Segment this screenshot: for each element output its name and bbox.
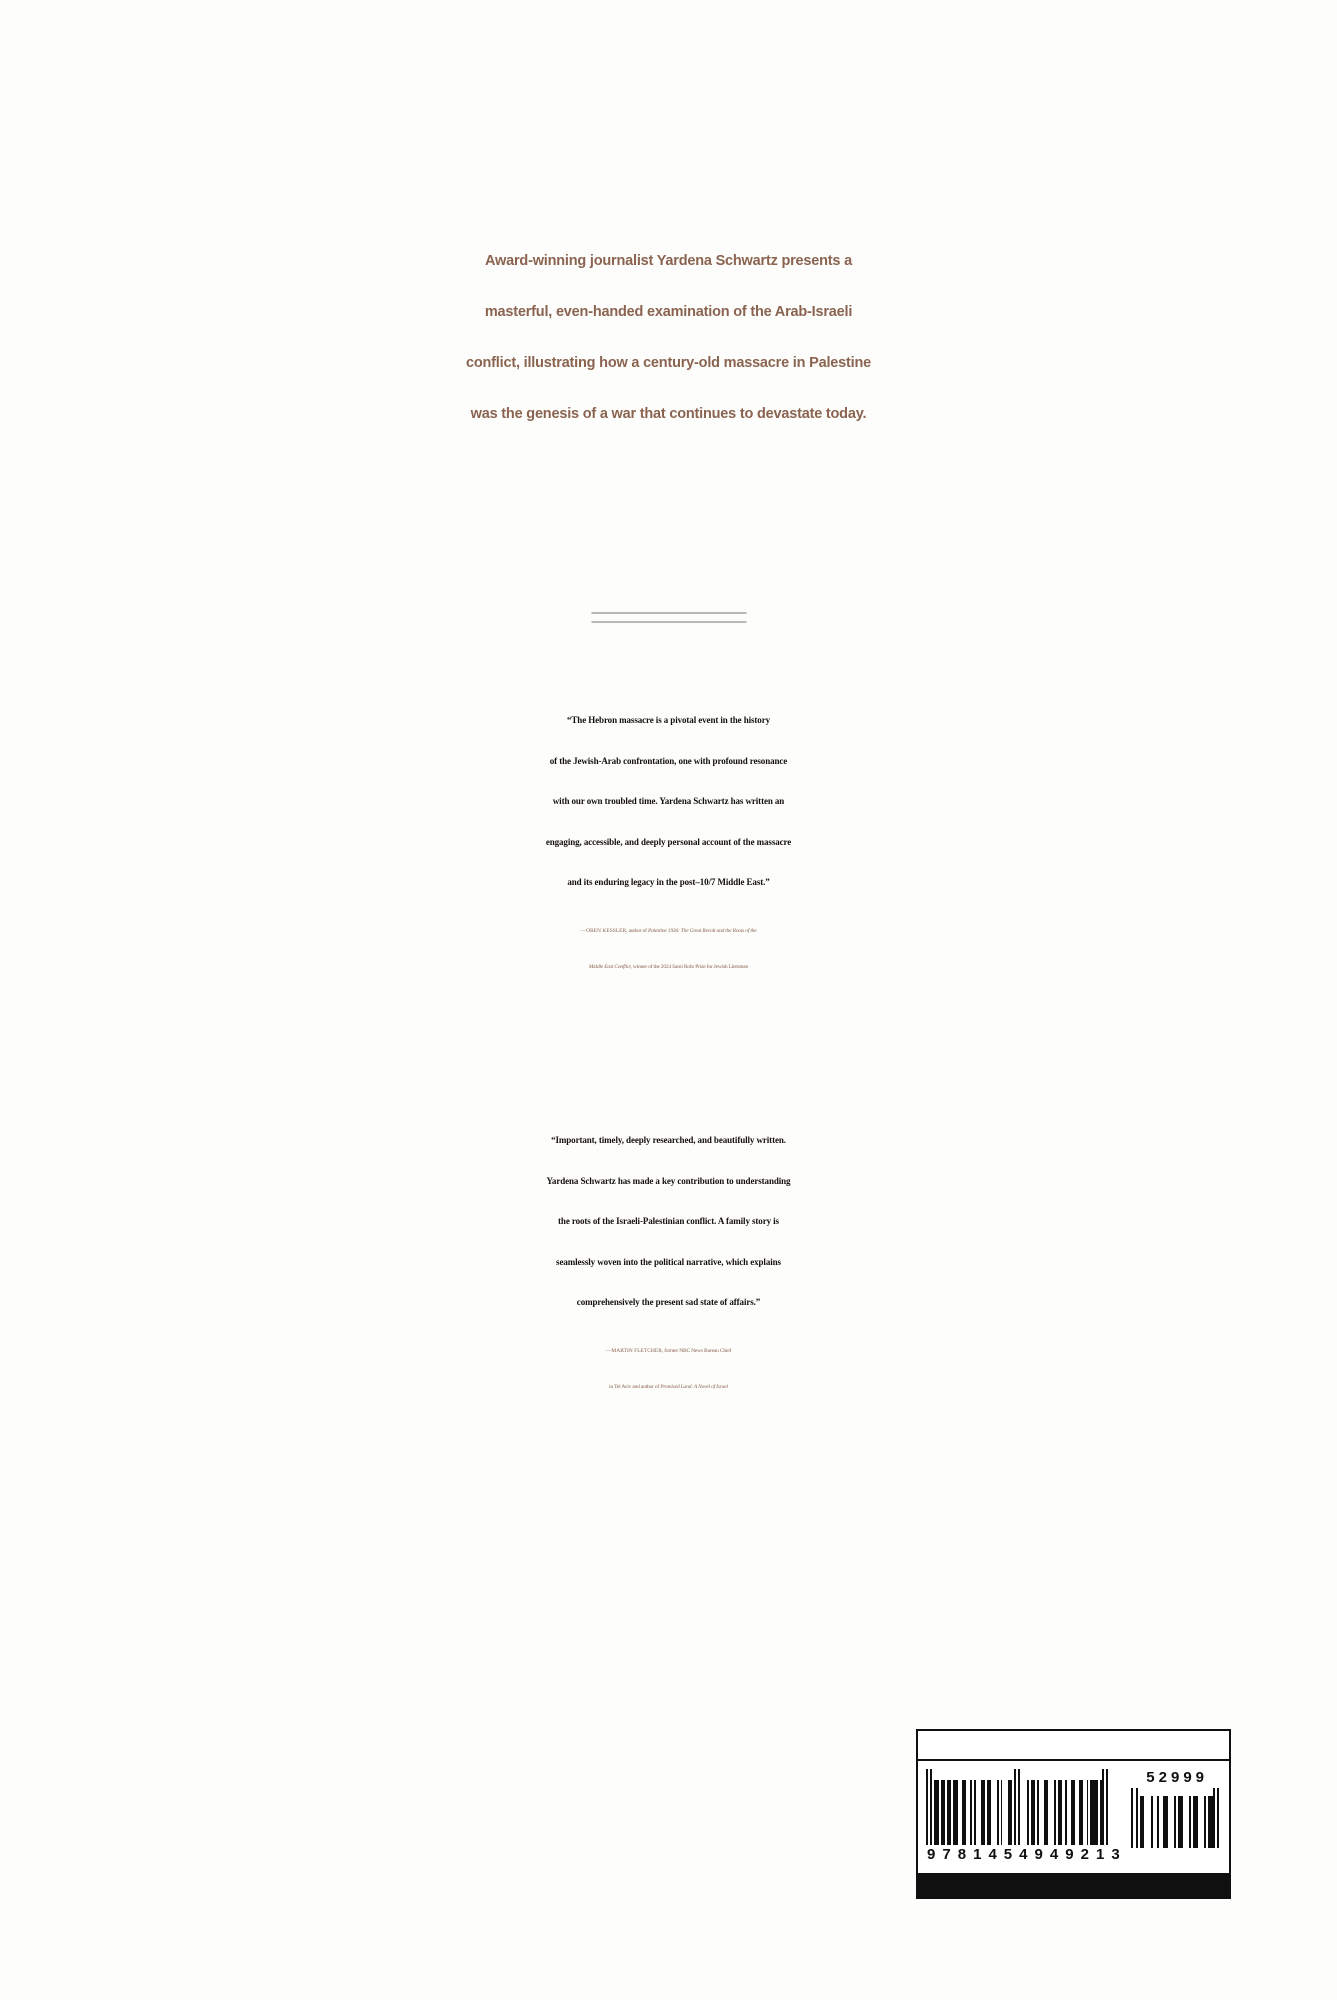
barcode-bar bbox=[1090, 1780, 1098, 1845]
attribution-segment: —MARTIN FLETCHER bbox=[605, 1347, 662, 1354]
category-label bbox=[918, 1873, 1229, 1897]
headline-line: Award-winning journalist Yardena Schwartz presents a bbox=[485, 253, 852, 269]
section-divider bbox=[591, 612, 746, 624]
blurb-quote bbox=[0, 1120, 1337, 1323]
ean-digit: 2 bbox=[1080, 1846, 1090, 1863]
ean-digits bbox=[926, 1846, 1121, 1863]
isbn-text bbox=[918, 1731, 1229, 1761]
attribution-line bbox=[0, 1333, 1337, 1369]
ean-bars bbox=[926, 1769, 1121, 1845]
addon-barcode bbox=[1131, 1769, 1223, 1848]
quote-line: engaging, accessible, and deeply personal account of the massacre bbox=[545, 836, 792, 847]
attribution-line bbox=[0, 949, 1337, 985]
headline-line: conflict, illustrating how a century-old massacre in Palestine bbox=[466, 355, 871, 371]
addon-bars bbox=[1131, 1788, 1223, 1848]
ean-digit: 9 bbox=[1034, 1846, 1044, 1863]
ean-digit: 9 bbox=[927, 1846, 936, 1863]
ean-digit: 5 bbox=[1003, 1846, 1013, 1863]
ean-digit: 9 bbox=[1065, 1846, 1075, 1863]
review-blurb bbox=[0, 700, 1337, 985]
blurb-attribution bbox=[0, 913, 1337, 985]
ean-digit: 1 bbox=[1095, 1846, 1105, 1863]
attribution-segment: Promised Land: A Novel of Israel bbox=[660, 1383, 728, 1390]
headline-line: masterful, even-handed examination of the Arab-Israeli bbox=[484, 304, 853, 320]
attribution-segment: —OREN KESSLER bbox=[580, 927, 627, 934]
quote-line: “Important, timely, deeply researched, and beautifully written. bbox=[551, 1135, 786, 1145]
quote-line: seamlessly woven into the political narrative, which explains bbox=[556, 1256, 781, 1267]
barcode-graphics bbox=[918, 1761, 1229, 1873]
ean-digit: 8 bbox=[957, 1846, 967, 1863]
attribution-segment: in Tel Aviv and author of bbox=[609, 1383, 661, 1390]
quote-line: and its enduring legacy in the post–10/7 Middle East.” bbox=[567, 877, 770, 887]
quote-line: with our own troubled time. Yardena Schwartz has written an bbox=[552, 796, 785, 806]
attribution-segment: , winner of the 2024 Sami Rohr Prize for Jewish Literature bbox=[630, 963, 749, 970]
divider-rule bbox=[591, 612, 746, 614]
quote-line: of the Jewish-Arab confrontation, one with profound resonance bbox=[549, 755, 788, 766]
divider-rule bbox=[591, 621, 746, 623]
headline-line: was the genesis of a war that continues to devastate today. bbox=[470, 406, 867, 422]
blurb-quote bbox=[0, 700, 1337, 903]
attribution-segment: Middle East Conflict bbox=[588, 963, 631, 970]
attribution-line bbox=[0, 913, 1337, 949]
review-blurb bbox=[0, 1120, 1337, 1405]
barcode-bar bbox=[1217, 1788, 1219, 1848]
quote-line: the roots of the Israeli-Palestinian conflict. A family story is bbox=[558, 1216, 779, 1226]
blurb-attribution bbox=[0, 1333, 1337, 1405]
barcode-bar bbox=[1106, 1769, 1108, 1845]
ean-digit: 4 bbox=[988, 1846, 998, 1863]
ean-digit: 4 bbox=[1019, 1846, 1028, 1863]
quote-line: Yardena Schwartz has made a key contribution to understanding bbox=[546, 1175, 791, 1186]
attribution-segment: Palestine 1936: The Great Revolt and the Roots of the bbox=[647, 927, 757, 934]
ean-digit: 3 bbox=[1111, 1846, 1121, 1863]
barcode-block bbox=[916, 1729, 1231, 1899]
ean-digit: 1 bbox=[973, 1846, 982, 1863]
attribution-line bbox=[0, 1369, 1337, 1405]
quote-line: “The Hebron massacre is a pivotal event in the history bbox=[566, 715, 770, 725]
attribution-segment: , former NBC News Bureau Chief bbox=[661, 1347, 732, 1354]
quote-line: comprehensively the present sad state of affairs.” bbox=[576, 1297, 761, 1307]
attribution-segment: , author of bbox=[626, 927, 648, 934]
ean-barcode bbox=[926, 1769, 1121, 1863]
headline-blurb bbox=[0, 236, 1337, 440]
ean-digit: 7 bbox=[942, 1846, 952, 1863]
addon-digits: 52999 bbox=[1146, 1769, 1209, 1786]
ean-digit: 4 bbox=[1049, 1846, 1059, 1863]
